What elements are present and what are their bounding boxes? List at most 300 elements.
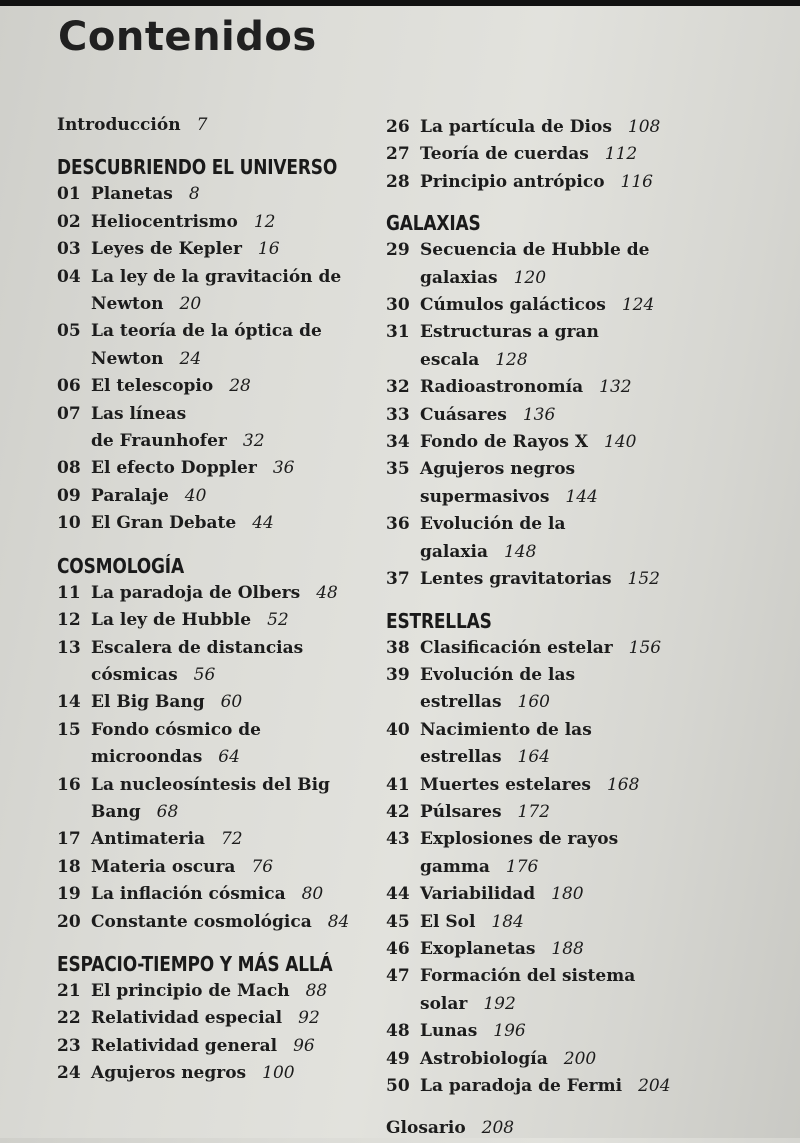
chapter-title-line <box>91 580 377 607</box>
chapter-title-line <box>420 374 686 401</box>
chapter-title <box>91 1060 377 1087</box>
chapter-title-text: Bang <box>91 801 141 822</box>
toc-entry[interactable] <box>386 635 686 662</box>
chapter-title <box>91 909 377 936</box>
chapter-title-line <box>91 373 377 400</box>
toc-entry[interactable] <box>386 374 686 401</box>
chapter-title-line <box>420 744 686 771</box>
chapter-title-text: Newton <box>91 348 164 369</box>
chapter-title-text: cósmicas <box>91 664 178 685</box>
chapter-title-text: Leyes de Kepler <box>91 239 242 260</box>
right-column <box>386 114 686 1143</box>
chapter-page: 140 <box>604 432 637 453</box>
chapter-title <box>91 689 377 716</box>
chapter-page: 152 <box>627 569 660 590</box>
chapter-title <box>420 717 686 772</box>
toc-entry[interactable] <box>57 909 377 936</box>
chapter-number: 45 <box>386 911 410 932</box>
chapter-title-text: Púlsares <box>420 801 502 822</box>
chapter-number: 15 <box>57 719 81 740</box>
chapter-title <box>420 881 686 908</box>
chapter-number: 33 <box>386 404 410 425</box>
chapter-title <box>420 169 686 196</box>
glossary-entry[interactable] <box>386 1115 686 1142</box>
chapter-page: 28 <box>229 376 251 397</box>
toc-entry[interactable] <box>57 318 377 373</box>
chapter-page: 84 <box>327 911 350 932</box>
chapter-title-line <box>91 401 377 428</box>
toc-entry[interactable] <box>386 1018 686 1045</box>
chapter-title-line <box>91 1060 377 1087</box>
chapter-title-text: Radioastronomía <box>420 377 584 398</box>
chapter-title-text: Estructuras a gran <box>420 322 599 343</box>
chapter-number: 29 <box>386 240 410 261</box>
toc-entry[interactable] <box>57 580 377 607</box>
chapter-title <box>91 854 377 881</box>
intro-label: Introducción <box>57 115 181 135</box>
chapter-title <box>91 455 377 482</box>
chapter-page: 192 <box>483 993 516 1014</box>
toc-entry[interactable] <box>386 717 686 772</box>
chapter-title <box>420 429 686 456</box>
chapter-title <box>91 483 377 510</box>
chapter-title-line <box>420 484 686 511</box>
chapter-page: 164 <box>517 747 550 768</box>
chapter-number: 16 <box>57 774 81 795</box>
chapter-title-line <box>420 319 686 346</box>
chapter-title-text: La nucleosíntesis del Big <box>91 774 330 795</box>
chapter-number: 06 <box>57 376 81 397</box>
chapter-title-line <box>420 909 686 936</box>
toc-entry[interactable] <box>57 1060 377 1087</box>
section-list <box>386 635 686 1101</box>
chapter-title-line <box>420 662 686 689</box>
toc-entry[interactable] <box>386 799 686 826</box>
chapter-page: 8 <box>188 184 200 205</box>
chapter-title <box>420 1073 686 1100</box>
chapter-title-line <box>420 881 686 908</box>
chapter-page: 116 <box>620 171 653 192</box>
chapter-title <box>420 456 686 511</box>
chapter-title-text: Relatividad especial <box>91 1008 283 1029</box>
toc-entry[interactable] <box>57 236 377 263</box>
chapter-number: 03 <box>57 239 81 260</box>
chapter-title <box>91 772 377 827</box>
chapter-page: 44 <box>252 513 274 534</box>
chapter-title-text: estrellas <box>420 692 502 713</box>
chapter-page: 108 <box>627 117 661 137</box>
chapter-number: 09 <box>57 485 81 506</box>
toc-entry[interactable] <box>386 1046 686 1073</box>
chapter-title-line <box>91 854 377 881</box>
toc-entry[interactable] <box>386 936 686 963</box>
glossary-label: Glosario <box>386 1118 466 1139</box>
chapter-page: 196 <box>493 1021 526 1042</box>
chapter-number: 42 <box>386 801 410 822</box>
toc-entry[interactable] <box>57 483 377 510</box>
toc-entry[interactable] <box>57 209 377 236</box>
chapter-title-line <box>420 141 686 168</box>
chapter-title-text: Agujeros negros <box>420 459 576 480</box>
chapter-title-line <box>91 346 377 373</box>
chapter-title-line <box>91 881 377 908</box>
section-heading-estrellas: ESTRELLAS <box>386 608 492 633</box>
chapter-page: 184 <box>491 911 524 932</box>
toc-entry[interactable] <box>57 373 377 400</box>
toc-entry[interactable] <box>386 909 686 936</box>
chapter-title-text: El telescopio <box>91 376 214 397</box>
section-heading-galaxias: GALAXIAS <box>386 211 481 236</box>
toc-entry[interactable] <box>57 826 377 853</box>
chapter-page: 48 <box>316 582 338 603</box>
chapter-title-text: Fondo cósmico de <box>91 719 261 740</box>
toc-entry[interactable] <box>386 662 686 717</box>
chapter-number: 04 <box>57 266 81 287</box>
chapter-title <box>91 717 377 772</box>
left-column <box>57 112 377 1088</box>
chapter-title <box>91 318 377 373</box>
chapter-page: 120 <box>513 267 547 288</box>
chapter-title-text: El Sol <box>420 911 476 932</box>
toc-entry[interactable] <box>57 772 377 827</box>
toc-entry[interactable] <box>57 978 377 1005</box>
chapter-title <box>420 909 686 936</box>
chapter-title <box>91 373 377 400</box>
chapter-title-text: galaxias <box>420 267 498 288</box>
chapter-title <box>420 826 686 881</box>
chapter-title-line <box>91 772 377 799</box>
toc-entry[interactable] <box>386 429 686 456</box>
toc-entry[interactable] <box>386 292 686 319</box>
toc-entry[interactable] <box>386 963 686 1018</box>
chapter-title-text: La teoría de la óptica de <box>91 321 322 342</box>
chapter-title-text: Lentes gravitatorias <box>420 569 612 590</box>
chapter-title-line <box>91 635 377 662</box>
chapter-number: 01 <box>57 184 81 205</box>
chapter-page: 64 <box>218 747 240 768</box>
section-list <box>386 237 686 593</box>
chapter-title-line <box>420 854 686 881</box>
chapter-page: 52 <box>267 610 289 631</box>
chapter-page: 20 <box>179 294 202 315</box>
chapter-title <box>91 580 377 607</box>
chapter-title-text: Agujeros negros <box>91 1063 247 1084</box>
toc-entry[interactable] <box>386 881 686 908</box>
chapter-page: 16 <box>257 239 280 260</box>
chapter-title-line <box>420 566 686 593</box>
chapter-title <box>420 963 686 1018</box>
toc-entry[interactable] <box>386 141 686 168</box>
chapter-title-text: Astrobiología <box>420 1048 548 1069</box>
chapter-title-text: Muertes estelares <box>420 774 591 795</box>
top-border <box>0 0 800 6</box>
toc-entry[interactable] <box>57 455 377 482</box>
chapter-title-line <box>420 991 686 1018</box>
chapter-page: 180 <box>551 884 584 905</box>
toc-entry[interactable] <box>57 510 377 537</box>
chapter-number: 46 <box>386 938 410 959</box>
chapter-number: 05 <box>57 321 81 342</box>
toc-entry[interactable] <box>57 689 377 716</box>
chapter-number: 47 <box>386 966 410 987</box>
chapter-title-text: El Gran Debate <box>91 513 237 534</box>
chapter-title-text: Fondo de Rayos X <box>420 432 589 453</box>
chapter-page: 160 <box>517 692 550 713</box>
chapter-title-line <box>91 510 377 537</box>
chapter-title-text: supermasivos <box>420 486 550 507</box>
chapter-page: 40 <box>184 485 207 506</box>
toc-entry[interactable] <box>57 1005 377 1032</box>
toc-entry[interactable] <box>386 566 686 593</box>
chapter-title-line <box>420 169 686 196</box>
chapter-title-line <box>420 826 686 853</box>
chapter-number: 28 <box>386 171 410 192</box>
chapter-number: 13 <box>57 637 81 658</box>
chapter-title-line <box>91 209 377 236</box>
chapter-title-line <box>91 483 377 510</box>
chapter-title-text: Escalera de distancias <box>91 637 304 658</box>
section-heading-espacio: ESPACIO-TIEMPO Y MÁS ALLÁ <box>57 951 333 976</box>
chapter-title-text: Materia oscura <box>91 856 236 877</box>
chapter-title <box>420 936 686 963</box>
chapter-number: 24 <box>57 1063 81 1084</box>
chapter-number: 22 <box>57 1008 81 1029</box>
chapter-number: 50 <box>386 1076 410 1096</box>
chapter-number: 19 <box>57 884 81 905</box>
chapter-title <box>420 511 686 566</box>
toc-entry[interactable] <box>386 511 686 566</box>
section-heading-descubriendo: DESCUBRIENDO EL UNIVERSO <box>57 155 338 180</box>
chapter-page: 176 <box>505 856 539 877</box>
toc-entry[interactable] <box>386 114 686 141</box>
chapter-title <box>91 264 377 319</box>
toc-entry[interactable] <box>386 826 686 881</box>
chapter-page: 168 <box>606 774 640 795</box>
chapter-title-text: de Fraunhofer <box>91 431 227 452</box>
section-list <box>386 114 686 196</box>
chapter-page: 200 <box>563 1048 597 1069</box>
chapter-title <box>420 319 686 374</box>
chapter-title <box>420 1046 686 1073</box>
chapter-title-line <box>91 291 377 318</box>
toc-entry[interactable] <box>57 717 377 772</box>
toc-entry[interactable] <box>386 169 686 196</box>
toc-entry[interactable] <box>386 319 686 374</box>
chapter-number: 41 <box>386 774 410 795</box>
toc-entry[interactable] <box>57 635 377 690</box>
chapter-title-text: La ley de Hubble <box>91 610 252 631</box>
toc-entry[interactable] <box>386 772 686 799</box>
section-heading-cosmologia: COSMOLOGÍA <box>57 553 184 578</box>
chapter-title-text: Paralaje <box>91 485 169 506</box>
chapter-number: 31 <box>386 322 410 343</box>
chapter-title-text: Heliocentrismo <box>91 211 238 232</box>
chapter-title-line <box>420 963 686 990</box>
chapter-number: 08 <box>57 458 81 479</box>
chapter-number: 27 <box>386 144 410 165</box>
chapter-title-text: Exoplanetas <box>420 938 536 959</box>
chapter-title-line <box>420 1018 686 1045</box>
chapter-number: 36 <box>386 514 410 535</box>
chapter-number: 44 <box>386 884 410 905</box>
chapter-title-line <box>91 236 377 263</box>
chapter-number: 21 <box>57 980 81 1001</box>
chapter-title-line <box>91 607 377 634</box>
chapter-title <box>91 635 377 690</box>
chapter-title-text: Constante cosmológica <box>91 911 312 932</box>
chapter-title <box>91 236 377 263</box>
chapter-title-line <box>420 114 686 141</box>
chapter-number: 48 <box>386 1021 410 1042</box>
chapter-title-text: Teoría de cuerdas <box>420 144 589 165</box>
chapter-title <box>420 141 686 168</box>
chapter-title-line <box>91 1005 377 1032</box>
chapter-title <box>91 181 377 208</box>
chapter-number: 37 <box>386 569 410 590</box>
toc-entry[interactable] <box>57 181 377 208</box>
section-list <box>57 580 377 936</box>
chapter-page: 188 <box>551 938 584 959</box>
chapter-number: 35 <box>386 459 410 480</box>
chapter-page: 68 <box>156 801 179 822</box>
chapter-title-line <box>420 237 686 264</box>
chapter-title-text: microondas <box>91 747 203 768</box>
chapter-title-line <box>420 402 686 429</box>
chapter-title-text: Clasificación estelar <box>420 637 613 658</box>
chapter-page: 100 <box>262 1063 295 1084</box>
chapter-title-line <box>420 511 686 566</box>
chapter-number: 32 <box>386 377 410 398</box>
chapter-number: 39 <box>386 664 410 685</box>
chapter-title-text: Evolución de las <box>420 664 576 685</box>
chapter-title-line <box>91 978 377 1005</box>
chapter-page: 156 <box>628 637 662 658</box>
chapter-title-line <box>420 936 686 963</box>
chapter-title-line <box>91 799 377 826</box>
toc-entry[interactable] <box>386 456 686 511</box>
chapter-number: 10 <box>57 513 81 534</box>
toc-entry[interactable] <box>386 402 686 429</box>
chapter-title-line <box>420 689 686 716</box>
toc-entry[interactable] <box>386 237 686 292</box>
chapter-title-text: Nacimiento de las <box>420 719 592 740</box>
chapter-title <box>420 635 686 662</box>
chapter-number: 23 <box>57 1035 81 1056</box>
section-list <box>57 978 377 1088</box>
chapter-title-line <box>420 265 686 292</box>
toc-entry[interactable] <box>57 854 377 881</box>
chapter-title-line <box>91 744 377 771</box>
chapter-title-line <box>91 1033 377 1060</box>
chapter-title <box>420 114 686 141</box>
chapter-title <box>420 566 686 593</box>
chapter-title <box>91 401 377 456</box>
chapter-page: 204 <box>638 1076 671 1096</box>
chapter-title-text: Variabilidad <box>420 884 536 905</box>
chapter-page: 136 <box>522 404 556 425</box>
chapter-page: 32 <box>242 431 265 452</box>
toc-entry[interactable] <box>386 1073 686 1100</box>
chapter-page: 24 <box>179 348 202 369</box>
chapter-number: 07 <box>57 403 81 424</box>
chapter-title-line <box>91 181 377 208</box>
chapter-title-line <box>91 717 377 744</box>
chapter-number: 14 <box>57 692 81 713</box>
chapter-title-text: Newton <box>91 294 164 315</box>
chapter-page: 124 <box>621 295 655 316</box>
chapter-page: 56 <box>193 664 216 685</box>
toc-entry[interactable] <box>57 401 377 456</box>
chapter-title <box>91 826 377 853</box>
chapter-number: 20 <box>57 911 81 932</box>
toc-entry[interactable] <box>57 264 377 319</box>
intro-entry[interactable] <box>57 112 377 139</box>
chapter-title <box>91 1033 377 1060</box>
toc-entry[interactable] <box>57 881 377 908</box>
chapter-title <box>420 292 686 319</box>
chapter-page: 172 <box>517 801 550 822</box>
chapter-page: 72 <box>220 829 243 850</box>
chapter-title-line <box>420 635 686 662</box>
chapter-title-line <box>91 264 377 291</box>
chapter-title-line <box>91 318 377 345</box>
page-title: Contenidos <box>58 14 317 60</box>
chapter-page: 88 <box>305 980 328 1001</box>
chapter-number: 34 <box>386 432 410 453</box>
chapter-title <box>420 772 686 799</box>
chapter-page: 36 <box>272 458 295 479</box>
chapter-number: 40 <box>386 719 410 740</box>
chapter-title-text: La partícula de Dios <box>420 117 612 137</box>
intro-page: 7 <box>196 115 208 135</box>
toc-entry[interactable] <box>57 607 377 634</box>
chapter-title-text: Formación del sistema <box>420 966 636 987</box>
chapter-title-line <box>420 1073 686 1100</box>
chapter-page: 80 <box>301 884 324 905</box>
chapter-title-line <box>420 717 686 744</box>
chapter-title-line <box>91 428 377 455</box>
chapter-title-text: El principio de Mach <box>91 980 290 1001</box>
chapter-title-text: Secuencia de Hubble de <box>420 240 650 261</box>
chapter-page: 144 <box>565 486 598 507</box>
chapter-title-line <box>420 429 686 456</box>
chapter-title-text: gamma <box>420 856 490 877</box>
glossary-page: 208 <box>481 1118 515 1139</box>
chapter-page: 148 <box>503 541 537 562</box>
chapter-title-text: La paradoja de Fermi <box>420 1076 623 1096</box>
toc-entry[interactable] <box>57 1033 377 1060</box>
chapter-title-text: solar <box>420 993 468 1014</box>
chapter-title-line <box>91 826 377 853</box>
chapter-number: 02 <box>57 211 81 232</box>
chapter-title-line <box>91 662 377 689</box>
chapter-title-line <box>91 689 377 716</box>
chapter-page: 96 <box>293 1035 315 1056</box>
chapter-title <box>420 799 686 826</box>
chapter-title <box>420 662 686 717</box>
chapter-title <box>91 607 377 634</box>
chapter-title-text: La paradoja de Olbers <box>91 582 301 603</box>
chapter-page: 60 <box>220 692 243 713</box>
chapter-title-line <box>420 799 686 826</box>
chapter-title-line <box>420 1046 686 1073</box>
chapter-page: 112 <box>604 144 638 165</box>
chapter-title-line <box>420 347 686 374</box>
chapter-number: 49 <box>386 1048 410 1069</box>
chapter-number: 18 <box>57 856 81 877</box>
chapter-title-line <box>420 772 686 799</box>
chapter-title-text: Lunas <box>420 1021 478 1042</box>
